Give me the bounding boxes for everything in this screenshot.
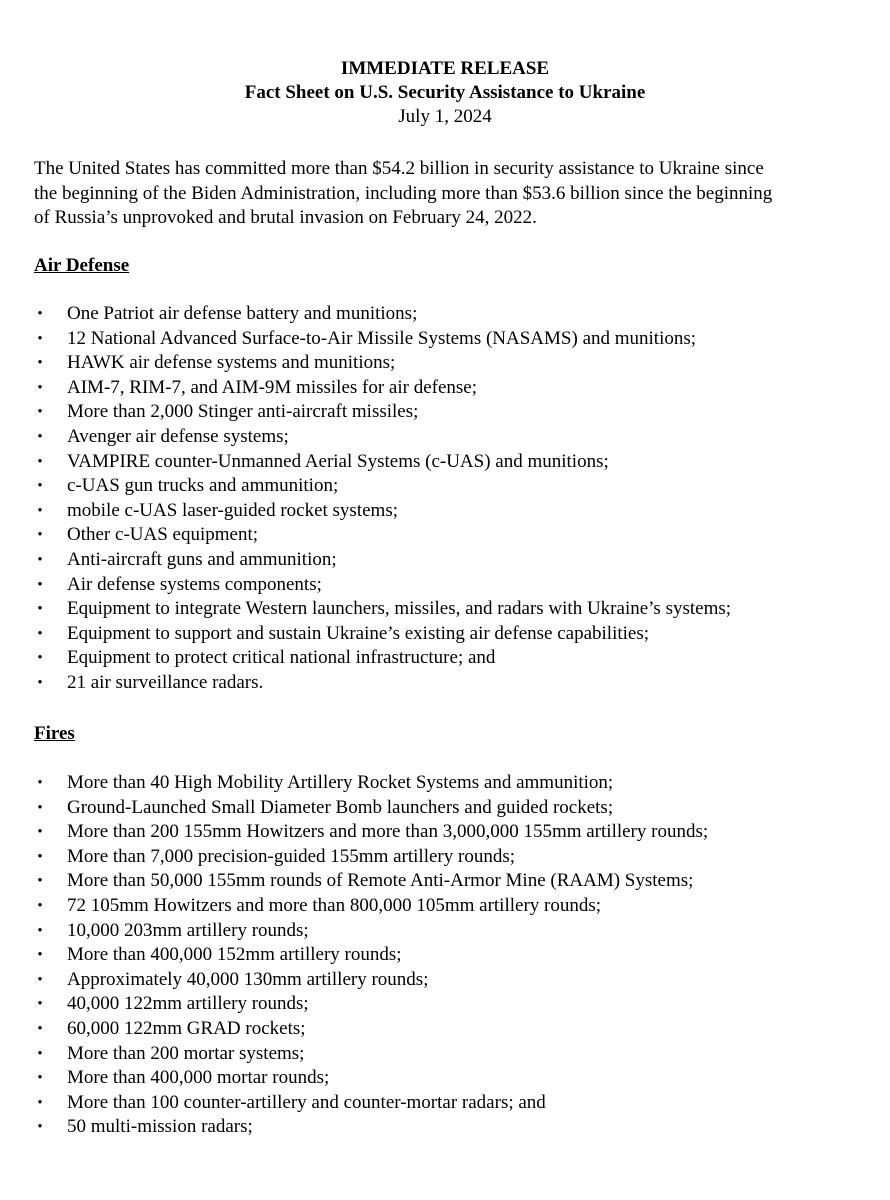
list-item xyxy=(0,302,890,327)
release-label: IMMEDIATE RELEASE xyxy=(340,58,550,79)
section-heading-fires: Fires xyxy=(34,723,75,744)
intro-line: The United States has committed more than $54.2 billion in security assistance to Ukraine since xyxy=(34,158,764,179)
list-item xyxy=(0,376,890,401)
document-header xyxy=(0,57,890,129)
list-item-text: Approximately 40,000 130mm artillery rounds; xyxy=(67,968,429,990)
list-item-text: mobile c-UAS laser-guided rocket systems; xyxy=(67,499,398,521)
list-item-text: More than 50,000 155mm rounds of Remote Anti-Armor Mine (RAAM) Systems; xyxy=(67,870,694,892)
bullet-icon: • xyxy=(37,947,43,964)
bullet-icon: • xyxy=(37,775,43,791)
list-item xyxy=(0,327,890,352)
document-date: July 1, 2024 xyxy=(398,106,492,127)
section-heading-air-defense: Air Defense xyxy=(34,255,130,276)
list-item xyxy=(0,425,890,450)
bullet-icon: • xyxy=(37,897,43,914)
bullet-icon: • xyxy=(37,527,43,544)
bullet-icon: • xyxy=(37,674,43,691)
bullet-icon: • xyxy=(37,1070,43,1087)
bullet-icon: • xyxy=(37,971,43,988)
list-item xyxy=(0,820,890,845)
bullet-icon: • xyxy=(37,576,43,593)
bullet-icon: • xyxy=(37,502,43,519)
list-item xyxy=(0,573,890,598)
bullet-icon: • xyxy=(37,428,43,445)
bullet-icon: • xyxy=(37,601,43,618)
intro-paragraph xyxy=(34,157,884,231)
bullet-icon: • xyxy=(37,922,43,939)
list-item xyxy=(0,1115,890,1140)
list-item-text: c-UAS gun trucks and ammunition; xyxy=(67,475,339,497)
list-item-text: 40,000 122mm artillery rounds; xyxy=(67,993,309,1015)
list-item xyxy=(0,894,890,919)
list-item xyxy=(0,671,890,696)
bullet-icon: • xyxy=(37,404,43,421)
list-item xyxy=(0,1091,890,1116)
list-item xyxy=(0,943,890,968)
bullet-icon: • xyxy=(37,551,43,568)
list-item-text: 10,000 203mm artillery rounds; xyxy=(67,919,309,941)
list-item xyxy=(0,523,890,548)
bullet-icon: • xyxy=(37,996,43,1013)
list-item-text: 12 National Advanced Surface-to-Air Missile Systems (NASAMS) and munitions; xyxy=(67,327,697,349)
list-item-text: VAMPIRE counter-Unmanned Aerial Systems (c-UAS) and munitions; xyxy=(67,450,609,472)
bullet-icon: • xyxy=(37,330,43,347)
list-item xyxy=(0,771,890,796)
list-item-text: Equipment to support and sustain Ukraine’s existing air defense capabilities; xyxy=(67,622,650,644)
bullet-icon: • xyxy=(37,379,43,396)
list-item xyxy=(0,1066,890,1091)
bullet-icon: • xyxy=(37,799,43,816)
list-item xyxy=(0,548,890,573)
bullet-icon: • xyxy=(37,625,43,642)
list-item-text: Equipment to protect critical national infrastructure; and xyxy=(67,647,496,669)
list-item xyxy=(0,351,890,376)
list-item xyxy=(0,869,890,894)
list-item xyxy=(0,622,890,647)
bullet-icon: • xyxy=(37,873,43,890)
list-item xyxy=(0,646,890,671)
list-item xyxy=(0,499,890,524)
list-item-text: AIM-7, RIM-7, and AIM-9M missiles for air defense; xyxy=(67,376,478,398)
list-item-text: Avenger air defense systems; xyxy=(67,425,289,447)
list-item-text: More than 200 mortar systems; xyxy=(67,1042,305,1064)
list-item xyxy=(0,919,890,944)
bullet-icon: • xyxy=(37,848,43,865)
list-item-text: Ground-Launched Small Diameter Bomb launchers and guided rockets; xyxy=(67,796,614,818)
list-item-text: Other c-UAS equipment; xyxy=(67,524,259,546)
list-item-text: More than 400,000 mortar rounds; xyxy=(67,1067,330,1089)
list-item-text: One Patriot air defense battery and munitions; xyxy=(67,303,418,324)
list-item xyxy=(0,597,890,622)
list-item xyxy=(0,1017,890,1042)
fires-list xyxy=(0,771,890,1140)
list-item-text: Equipment to integrate Western launchers, missiles, and radars with Ukraine’s systems; xyxy=(67,598,732,620)
list-item-text: 60,000 122mm GRAD rockets; xyxy=(67,1017,306,1039)
intro-line: of Russia’s unprovoked and brutal invasion on February 24, 2022. xyxy=(34,207,537,228)
list-item-text: More than 100 counter-artillery and counter-mortar radars; and xyxy=(67,1091,546,1113)
list-item xyxy=(0,400,890,425)
list-item xyxy=(0,992,890,1017)
air-defense-list xyxy=(0,302,890,696)
list-item xyxy=(0,450,890,475)
list-item-text: Anti-aircraft guns and ammunition; xyxy=(67,548,337,570)
bullet-icon: • xyxy=(37,1119,43,1136)
list-item-text: 50 multi-mission radars; xyxy=(67,1116,253,1138)
bullet-icon: • xyxy=(37,1020,43,1037)
list-item-text: More than 40 High Mobility Artillery Rocket Systems and ammunition; xyxy=(67,772,614,793)
bullet-icon: • xyxy=(37,478,43,495)
list-item-text: HAWK air defense systems and munitions; xyxy=(67,352,396,374)
list-item xyxy=(0,474,890,499)
intro-line: the beginning of the Biden Administration, including more than $53.6 billion since the beginning xyxy=(34,182,773,204)
bullet-icon: • xyxy=(37,1045,43,1062)
list-item xyxy=(0,845,890,870)
list-item xyxy=(0,1042,890,1067)
bullet-icon: • xyxy=(37,355,43,372)
document-title: Fact Sheet on U.S. Security Assistance to Ukraine xyxy=(244,82,646,103)
list-item-text: Air defense systems components; xyxy=(67,573,322,595)
bullet-icon: • xyxy=(37,1094,43,1111)
list-item-text: More than 7,000 precision-guided 155mm artillery rounds; xyxy=(67,845,515,867)
list-item-text: More than 2,000 Stinger anti-aircraft missiles; xyxy=(67,401,419,423)
bullet-icon: • xyxy=(37,824,43,841)
list-item-text: 72 105mm Howitzers and more than 800,000 105mm artillery rounds; xyxy=(67,894,602,916)
bullet-icon: • xyxy=(37,453,43,470)
bullet-icon: • xyxy=(37,306,43,322)
list-item-text: 21 air surveillance radars. xyxy=(67,671,264,693)
list-item xyxy=(0,796,890,821)
list-item-text: More than 200 155mm Howitzers and more than 3,000,000 155mm artillery rounds; xyxy=(67,821,709,843)
list-item xyxy=(0,968,890,993)
list-item-text: More than 400,000 152mm artillery rounds; xyxy=(67,944,402,966)
bullet-icon: • xyxy=(37,650,43,667)
